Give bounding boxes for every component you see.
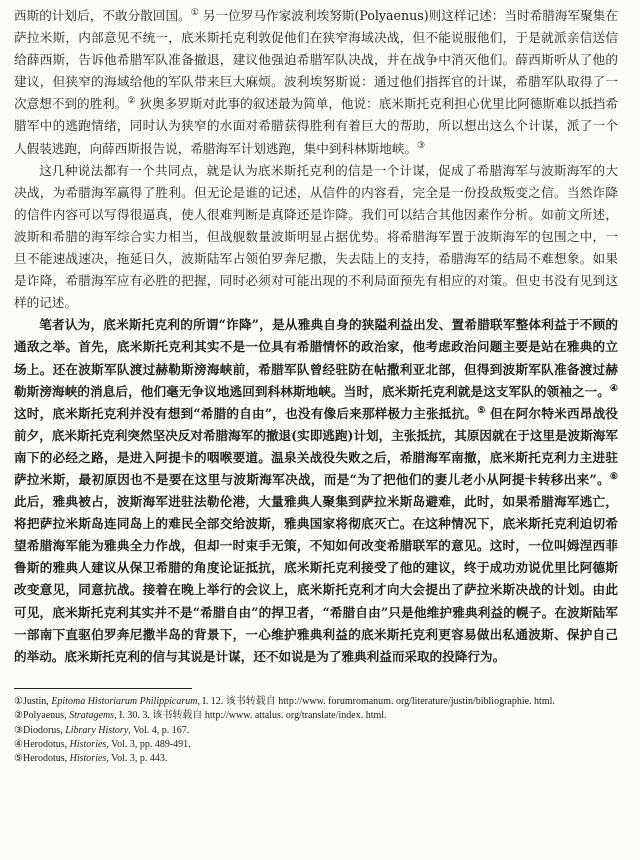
- paragraph-text: 狄奥多罗斯对此事的叙述最为简单，他说：底米斯托克利担心优里比阿德斯难以抵挡希腊军中的逃跑情绪，同时认为狭窄的水面对希腊获得胜利有着巨大的帮助，所以想出这么个计谋，派了一个人假装逃跑，向薛西斯报告说，希腊海军计划逃跑，集中到科林斯地峡。: [14, 96, 618, 156]
- footnote-author: Herodotus,: [22, 753, 70, 765]
- footnote-work-title: Epitoma Historiarum Philippicarum: [51, 695, 198, 707]
- footnote-reference[interactable]: ④: [609, 383, 618, 394]
- footnote-citation: , I. 30. 3. 该书转载自 http://www. attalus. org/translate/index. html.: [114, 710, 387, 722]
- footnote-author: Herodotus,: [22, 739, 70, 751]
- footnote-reference[interactable]: ①: [190, 8, 199, 18]
- footnote-author: Justin,: [22, 695, 52, 707]
- paragraph-text: 这几种说法都有一个共同点，就是认为底米斯托克利的信是一个计谋，促成了希腊海军与波斯海军的大决战，为希腊海军赢得了胜利。但无论是谁的记述，从信件的内容看，完全是一份投敌叛变之信。当然诈降的信件内容可以写得很逼真，使人很难判断是真降还是诈降。我们可以结合其他因素作分析。如前文所述，波斯和希腊的海军综合实力相当，但战舰数量波斯明显占据优势。将希腊海军置于波斯海军的包围之中，一旦不能速战速决，拖延日久，波斯陆军占领伯罗奔尼撒，失去陆上的支持，希腊海军的结局不难想象。如果是诈降，希腊海军应有必胜的把握，同时必须对可能出现的不利局面预先有相应的对策。但史书没有见到这样的记述。: [14, 162, 618, 311]
- footnote-reference[interactable]: ③: [417, 140, 426, 151]
- footnote-2: [14, 709, 618, 723]
- footnote-reference[interactable]: ⑤: [477, 405, 486, 416]
- footnote-citation: , Vol. 3, pp. 489-491.: [106, 739, 191, 751]
- footnote-divider: [14, 688, 192, 689]
- footnote-number: ①: [14, 695, 23, 707]
- body-paragraph-2: [14, 160, 618, 315]
- footnote-number: ④: [14, 739, 23, 751]
- footnote-work-title: Library History: [65, 724, 129, 736]
- footnote-reference[interactable]: ②: [127, 96, 136, 107]
- body-paragraph-3: [14, 314, 618, 668]
- footnote-reference[interactable]: ⑥: [609, 471, 618, 482]
- footnotes: [14, 695, 618, 767]
- footnote-work-title: Stratagems: [69, 710, 115, 722]
- footnote-4: [14, 738, 618, 752]
- footnote-3: [14, 724, 618, 738]
- footnote-5: [14, 752, 618, 766]
- paragraph-text: 但在阿尔特米西昂战役前夕，底米斯托克利突然坚决反对希腊海军的撤退(实即逃跑)计划，主张抵抗，其原因就在于这里是波斯海军南下的必经之路，是进入阿提卡的咽喉要道。温泉关战役失败之后，希腊海军南撤，底米斯托克利力主进驻萨拉米斯，最初原因也不是要在这里与波斯海军决战，而是“为了把他们的妻儿老小从阿提卡转移出来”。: [14, 405, 618, 487]
- paragraph-text: 另一位罗马作家波利埃努斯(Polyaenus)则这样记述：当时希腊海军聚集在萨拉米斯，内部意见不统一，底米斯托克利敦促他们在狭窄海域决战，但不能说服他们，于是就派亲信送信给薛西斯，告诉他希腊军队准备撤退，建议他强迫希腊军队决战，并在战争中消灭他们。薛西斯听从了他的建议，但狭窄的海域给他的军队带来巨大麻烦。波利埃努斯说：通过他们指挥官的计谋，希腊军队取得了一次意想不到的胜利。: [14, 8, 619, 112]
- footnote-1: [14, 695, 618, 709]
- footnote-number: ⑤: [14, 753, 23, 765]
- footnote-number: ③: [14, 724, 23, 736]
- paragraph-text: 笔者认为，底米斯托克利的所谓“诈降”，是从雅典自身的狭隘利益出发、置希腊联军整体利益于不顾的通敌之举。首先，底米斯托克利其实不是一位具有希腊情怀的政治家，他考虑政治问题主要是站在雅典的立场上。还在波斯军队渡过赫勒斯滂海峡前，希腊军队曾经驻防在帖撒利亚北部，但得到波斯军队准备渡过赫勒斯滂海峡的消息后，他们毫无争议地逃回到科林斯地峡。当时，底米斯托克利就是这支军队的领袖之一。: [14, 317, 618, 399]
- paragraph-text: 此后，雅典被占，波斯海军进驻法勒伦港，大量雅典人聚集到萨拉米斯岛避难，此时，如果希腊海军逃亡，将把萨拉米斯岛连同岛上的难民全部交给波斯，雅典国家将彻底灭亡。在这种情况下，底米斯托克利迫切希望希腊海军能为雅典全力作战，但却一时束手无策，不知如何改变希腊联军的意见。这时，一位叫姆涅西菲鲁斯的雅典人建议从保卫希腊的角度论证抵抗，底米斯托克利接受了他的建议，终于成功劝说优里比阿德斯改变意见，同意抗战。接着在晚上举行的会议上，底米斯托克利才向大会提出了萨拉米斯决战的计划。由此可见，底米斯托克利其实并不是“希腊自由”的捍卫者，“希腊自由”只是他维护雅典利益的幌子。在波斯陆军一部南下直驱伯罗奔尼撒半岛的背景下，一心维护雅典利益的底米斯托克利更容易做出私通波斯、保护自己的举动。底米斯托克利的信与其说是计谋，还不如说是为了雅典利益而采取的投降行为。: [14, 494, 618, 664]
- footnote-citation: , I. 12. 该书转载自 http://www. forumromanum. org/literature/justin/bibliographie. html.: [197, 695, 555, 707]
- footnote-author: Polyaenus,: [22, 710, 70, 722]
- paragraph-text: 西斯的计划后，不敢分散回国。: [14, 8, 191, 23]
- footnote-author: Diodorus,: [22, 724, 66, 736]
- footnote-work-title: Histories: [69, 753, 107, 765]
- footnote-work-title: Histories: [69, 739, 107, 751]
- body-paragraph-1: [14, 5, 618, 160]
- footnote-citation: , Vol. 4, p. 167.: [128, 724, 190, 736]
- body-text: [14, 5, 618, 668]
- footnote-citation: , Vol. 3, p. 443.: [106, 753, 168, 765]
- footnote-number: ②: [14, 710, 23, 722]
- paragraph-text: 这时，底米斯托克利并没有想到“希腊的自由”，也没有像后来那样极力主张抵抗。: [14, 405, 478, 421]
